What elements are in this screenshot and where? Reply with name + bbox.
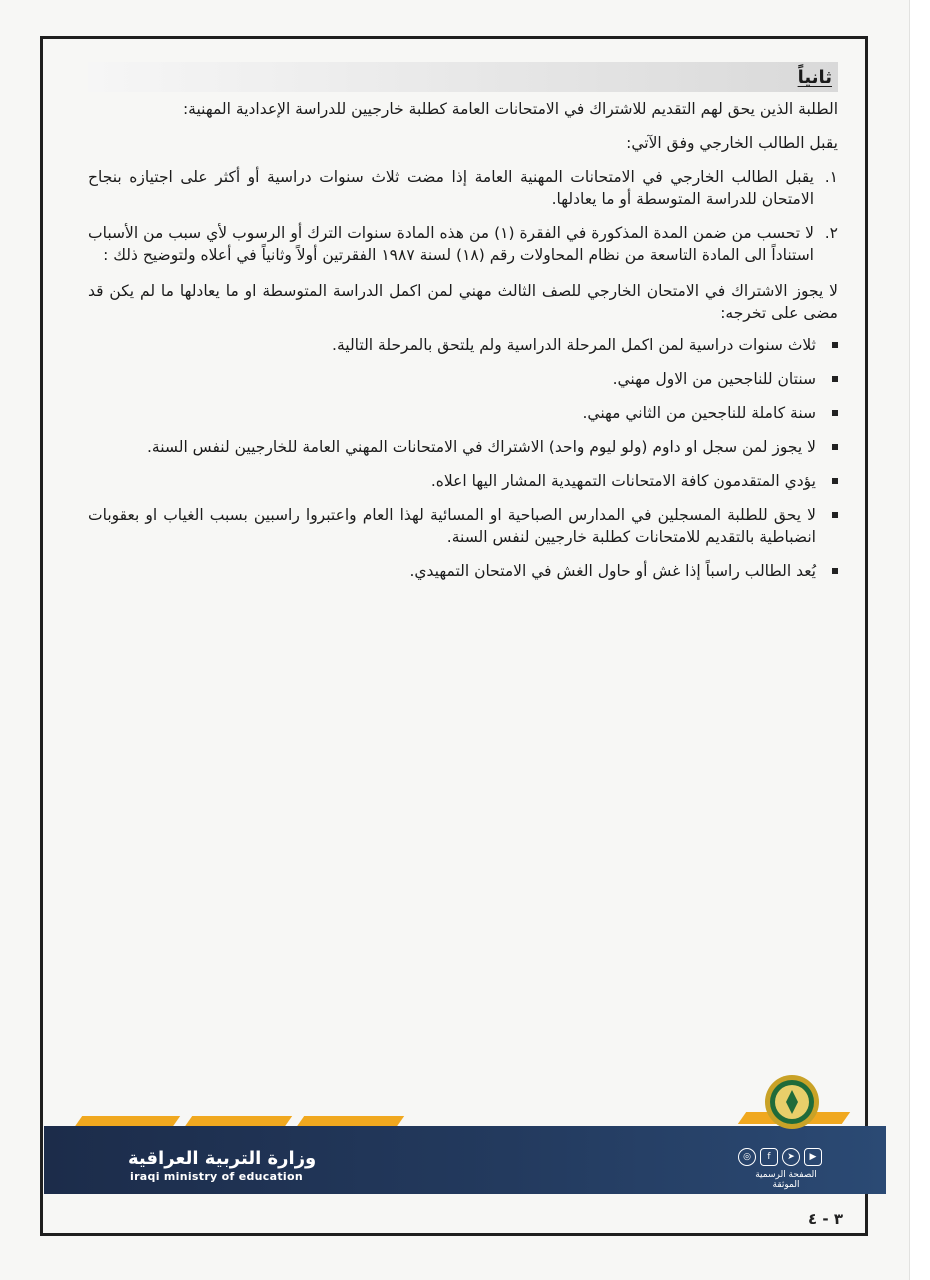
heading-band <box>88 62 838 92</box>
bullet-item: يؤدي المتقدمون كافة الامتحانات التمهيدية المشار اليها اعلاه. <box>88 470 820 492</box>
section-heading: ثانياً <box>797 66 832 88</box>
ministry-name-english: iraqi ministry of education <box>130 1170 303 1183</box>
social-links <box>738 1148 822 1166</box>
bullet-item: سنة كاملة للناجحين من الثاني مهني. <box>88 402 820 424</box>
bullet-item: ثلاث سنوات دراسية لمن اكمل المرحلة الدراسية ولم يلتحق بالمرحلة التالية. <box>88 334 820 356</box>
numbered-item <box>88 166 838 210</box>
bullet-item: لا يحق للطلبة المسجلين في المدارس الصباحية او المسائية لهذا العام واعتبروا راسبين بسبب الغياب او بعقوبات انضباطية بالتقديم للامتحانات كطلبة خارجيين لنفس السنة. <box>88 504 820 548</box>
bullet-item: سنتان للناجحين من الاول مهني. <box>88 368 820 390</box>
item-text: يقبل الطالب الخارجي في الامتحانات المهنية العامة إذا مضت ثلاث سنوات دراسية أو أكثر على اجتيازه بنجاح الامتحان للدراسة المتوسطة أو ما يعادلها. <box>88 168 814 208</box>
rule-paragraph: لا يجوز الاشتراك في الامتحان الخارجي للصف الثالث مهني لمن اكمل الدراسة المتوسطة او ما يعادلها ما لم يكن قد مضى على تخرجه: <box>88 282 838 322</box>
youtube-icon[interactable]: ▶ <box>804 1148 822 1166</box>
bullet-list <box>88 334 838 582</box>
official-page-label: الصفحة الرسمية الموثقة <box>755 1170 817 1190</box>
ministry-emblem-icon <box>764 1074 820 1130</box>
item-number: ١. <box>824 168 838 186</box>
bullet-item: لا يجوز لمن سجل او داوم (ولو ليوم واحد) الاشتراك في الامتحانات المهني العامة للخارجيين لنفس السنة. <box>88 436 820 458</box>
bullet-item: يُعد الطالب راسباً إذا غش أو حاول الغش في الامتحان التمهيدي. <box>88 560 820 582</box>
numbered-item <box>88 222 838 266</box>
intro-paragraph: الطلبة الذين يحق لهم التقديم للاشتراك في الامتحانات العامة كطلبة خارجيين للدراسة الإعدادية المهنية: <box>182 100 838 118</box>
instagram-icon[interactable]: ◎ <box>738 1148 756 1166</box>
item-text: لا تحسب من ضمن المدة المذكورة في الفقرة (١) من هذه المادة سنوات الترك أو الرسوب لأي سبب من الأسباب استناداً الى المادة التاسعة من نظام المحاولات رقم (١٨) لسنة ١٩٨٧ الفقرتين أولاً وثانياً في أعلاه ولتوضيح ذلك : <box>88 224 814 264</box>
document-body <box>88 62 838 594</box>
item-number: ٢. <box>824 224 838 242</box>
facebook-icon[interactable]: f <box>760 1148 778 1166</box>
telegram-icon[interactable]: ➤ <box>782 1148 800 1166</box>
accept-line: يقبل الطالب الخارجي وفق الآتي: <box>626 134 838 152</box>
page-number: ٣ - ٤ <box>808 1210 843 1228</box>
ministry-name-arabic: وزارة التربية العراقية <box>128 1148 317 1169</box>
